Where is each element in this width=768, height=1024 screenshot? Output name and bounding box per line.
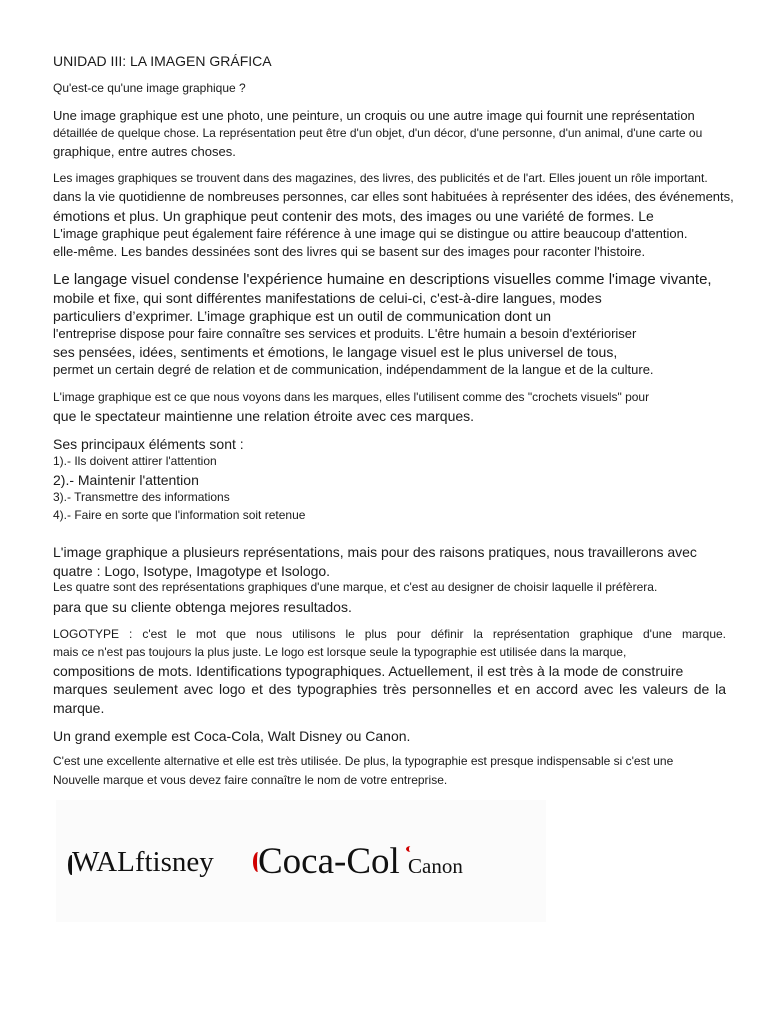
walt-disney-logo: WALftisney <box>72 846 214 878</box>
coca-cola-logo: Coca-Col <box>258 841 400 882</box>
para3-line: permet un certain degré de relation et de communication, indépendamment de la langue et de la culture. <box>53 362 654 377</box>
elements-item: 3).- Transmettre des informations <box>53 490 230 504</box>
para1-line: graphique, entre autres choses. <box>53 144 236 159</box>
para2-line: dans la vie quotidienne de nombreuses personnes, car elles sont habituées à représenter des idées, des événements, <box>53 189 734 204</box>
para3-line: l'entreprise dispose pour faire connaître ses services et produits. L'être humain a besoin d'extérioriser <box>53 326 637 341</box>
para3-line: mobile et fixe, qui sont différentes manifestations de celui-ci, c'est-à-dire langues, modes <box>53 290 602 306</box>
para6-line: mais ce n'est pas toujours la plus juste. Le logo est lorsque seule la typographie est utilisée dans la marque, <box>53 645 627 659</box>
para2-line: Les images graphiques se trouvent dans des magazines, des livres, des publicités et de l'art. Elles jouent un rôle important. <box>53 171 708 185</box>
elements-item: 2).- Maintenir l'attention <box>53 472 199 488</box>
para3-line: ses pensées, idées, sentiments et émotions, le langage visuel est le plus universel de tous, <box>53 344 618 360</box>
para5-line: Les quatre sont des représentations graphiques d'une marque, et c'est au designer de choisir laquelle il préfèrera. <box>53 580 658 594</box>
para4-line: que le spectateur maintienne une relation étroite avec ces marques. <box>53 408 475 424</box>
para5-line: quatre : Logo, Isotype, Imagotype et Isologo. <box>53 563 331 579</box>
para3-line: Le langage visuel condense l'expérience humaine en descriptions visuelles comme l'image vivante, <box>53 271 712 288</box>
logos-image <box>56 800 546 922</box>
section-question: Qu'est-ce qu'une image graphique ? <box>53 81 246 95</box>
para2-line: L'image graphique peut également faire référence à une image qui se distingue ou attire beaucoup d'attention. <box>53 226 688 241</box>
para5-line: para que su cliente obtenga mejores resultados. <box>53 599 352 615</box>
para2-line: émotions et plus. Un graphique peut contenir des mots, des images ou une variété de formes. Le <box>53 208 654 224</box>
para3-line: particuliers d’exprimer. L’image graphique est un outil de communication dont un <box>53 308 552 324</box>
canon-logo: Canon <box>408 854 463 878</box>
para1-line: détaillée de quelque chose. La représentation peut être d'un objet, d'un décor, d'une personne, d'un animal, d'une carte ou <box>53 126 703 140</box>
document-title: UNIDAD III: LA IMAGEN GRÁFICA <box>53 53 272 69</box>
example-line: Un grand exemple est Coca-Cola, Walt Disney ou Canon. <box>53 728 411 744</box>
para6-line: LOGOTYPE : c'est le mot que nous utilisons le plus pour définir la représentation graphique d'une marque. <box>53 627 726 641</box>
para1-line: Une image graphique est une photo, une peinture, un croquis ou une autre image qui fournit une représentation <box>53 108 695 123</box>
elements-heading: Ses principaux éléments sont : <box>53 436 244 452</box>
para6-line: marques seulement avec logo et des typographies très personnelles et en accord avec les valeurs de la <box>53 681 726 697</box>
para7-line: Nouvelle marque et vous devez faire connaître le nom de votre entreprise. <box>53 773 448 787</box>
para7-line: C'est une excellente alternative et elle est très utilisée. De plus, la typographie est presque indispensable si c'est une <box>53 754 674 768</box>
para6-line: marque. <box>53 700 105 716</box>
elements-item: 1).- Ils doivent attirer l'attention <box>53 454 217 468</box>
para5-line: L'image graphique a plusieurs représentations, mais pour des raisons pratiques, nous travaillerons avec <box>53 544 697 560</box>
para2-line: elle-même. Les bandes dessinées sont des livres qui se basent sur des images pour raconter l'histoire. <box>53 244 646 259</box>
para6-line: compositions de mots. Identifications typographiques. Actuellement, il est très à la mode de construire <box>53 663 684 679</box>
elements-item: 4).- Faire en sorte que l'information soit retenue <box>53 508 306 522</box>
para4-line: L'image graphique est ce que nous voyons dans les marques, elles l'utilisent comme des "crochets visuels" pour <box>53 390 650 404</box>
coca-cola-accent-mark <box>406 846 415 852</box>
